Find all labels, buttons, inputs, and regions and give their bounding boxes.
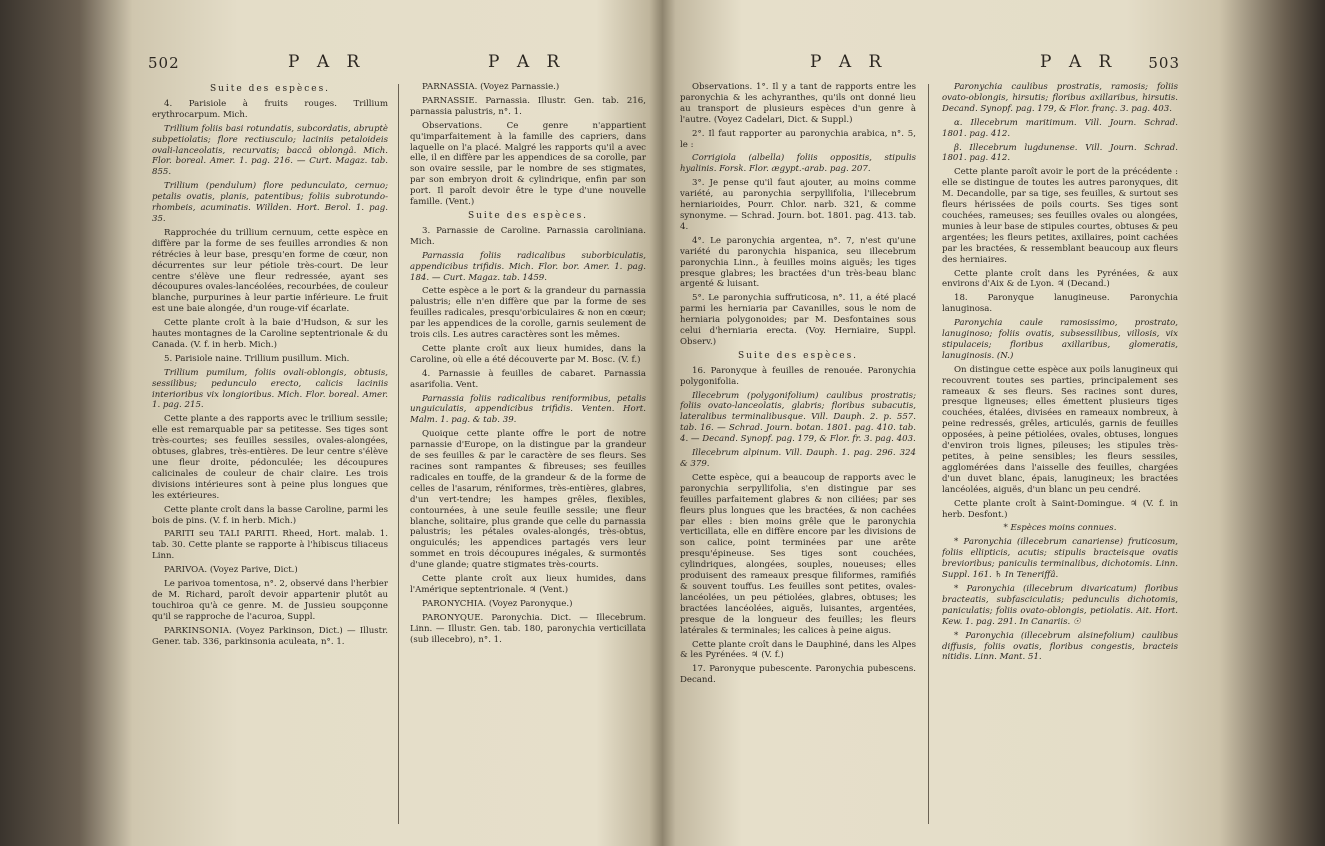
paragraph: Quoique cette plante offre le port de notre parnassie d'Europe, on la distingue par la grandeur de ses feuilles & par le caractère de ses fleurs. Ses racines sont rampantes & fibreuses; ses feuilles radicales en touffe, de la grandeur & de la forme de celles de l'asarum, réniformes, très-entières, glabres, d'un vert-tendre; les hampes grêles, flexibles, contournées, à une seule feuille sessile; une fleur blanche, solitaire, plus grande que celle du parnassia palustris; les pétales ovales-alongés, très-obtus, onguiculés; les appendices partagés vers leur sommet en trois découpures inégales, & surmontés d'une glande; quatre stigmates très-courts. [410,429,646,571]
paragraph: PARONYQUE. Paronychia. Dict. — Illecebrum. Linn. — Illustr. Gen. tab. 180, paronychia verticillata (sub illecebro), n°. 1. [410,612,646,645]
paragraph: * Paronychia (illecebrum alsinefolium) caulibus diffusis, foliis ovatis, floribus congestis, bracteis nitidis. Linn. Mant. 51. [942,630,1178,663]
paragraph: Rapprochée du trillium cernuum, cette espèce en diffère par la forme de ses feuilles arrondies & non rétrécies à leur base, presqu'en forme de cœur, non décurrentes sur leur pétiole très-court. De leur centre s'élève une fleur redressée, ayant ses découpures ovales-lancéolées, recourbées, de couleur blanche, purpurines à leur partie inférieure. Le fruit est une baie alongée, d'un rouge-vif écarlate. [152,227,388,315]
paragraph: Illecebrum alpinum. Vill. Dauph. 1. pag. 296. 324 & 379. [680,448,916,469]
paragraph: Illecebrum (polygonifolium) caulibus prostratis; foliis ovato-lanceolatis, glabris; floribus subacutis, lateralibus terminalibusque. Vill. Dauph. 2. p. 557. tab. 16. — Schrad. Journ. botan. 1801. pag. 410. tab. 4. — Decand. Synopf. pag. 179, & Flor. fr. 3. pag. 403. [680,390,916,445]
paragraph: Parnassia foliis radicalibus reniformibus, petalis unguiculatis, appendicibus trifidis. Venten. Hort. Malm. 1. pag. & tab. 39. [410,393,646,426]
paragraph: Cette plante croît aux lieux humides, dans l'Amérique septentrionale. ♃ (Vent.) [410,574,646,595]
paragraph: α. Illecebrum maritimum. Vill. Journ. Schrad. 1801. pag. 412. [942,117,1178,139]
paragraph: Paronychia caule ramosissimo, prostrato, lanuginoso; foliis ovatis, subsessilibus, villosis, vix stipulaceis; floribus axillaribus, glomeratis, lanuginosis. (N.) [942,318,1178,361]
paragraph: 17. Paronyque pubescente. Paronychia pubescens. Decand. [680,664,916,686]
paragraph: Observations. Ce genre n'appartient qu'imparfaitement à la famille des capriers, dans laquelle on l'a placé. Malgré les rapports qu'il a avec elle, il en diffère par les appendices de sa corolle, par son ovaire sessile, par le nombre de ses stigmates, par son embryon droit & cylindrique, enfin par son port. Il paroît devoir être le type d'une nouvelle famille. (Vent.) [410,120,646,208]
right-page [680,52,1180,842]
paragraph: Cette plante paroît avoir le port de la précédente : elle se distingue de toutes les autres paronyques, dit M. Decandolle, par sa tige, ses feuilles, & surtout ses fleurs hérissées de poils courts. Ses tiges sont couchées, rameuses; ses feuilles ovales ou alongées, munies à leur base de stipules courtes, obtuses & peu argentées; les fleurs petites, axillaires, point cachées par les bractées, & ressemblant beaucoup aux fleurs des herniaires. [942,167,1178,265]
section-heading: Suite des espèces. [737,350,859,361]
paragraph: Trillium (pendulum) flore pedunculato, cernuo; petalis ovatis, planis, patentibus; foliis subrotundo-rhombeis, acuminatis. Willden. Hort. Berol. 1. pag. 35. [152,181,388,224]
left-running-head [148,52,648,78]
paragraph: 4°. Le paronychia argentea, n°. 7, n'est qu'une variété du paronychia hispanica, seu illecebrum paronychia Linn., à feuilles moins aiguës; les tiges presque glabres; les bractées d'un très-beau blanc argenté & luisant. [680,235,916,290]
paragraph: Cette espèce, qui a beaucoup de rapports avec le paronychia serpyllifolia, s'en distingue par ses feuilles parfaitement glabres & non ciliées; par ses fleurs plus longues que les bractées, & non cachées par elles : bien moins grêle que le paronychia verticillata, elle en diffère encore par les divisions de son calice, point terminées par une arête presqu'épineuse. Ses tiges sont couchées, cylindriques, alongées, souples, noueuses; elles produisent des rameaux presque filiformes, ramifiés & souvent touffus. Les feuilles sont petites, ovales-lancéolées, un peu pétiolées, glabres, obtuses; les bractées lancéolées, aiguës, luisantes, argentées, presque de la longueur des feuilles; les fleurs latérales & terminales; les calices à peine aigus. [680,472,916,636]
paragraph: 5. Parisiole naine. Trillium pusillum. Mich. [164,353,350,364]
paragraph: Le parivoa tomentosa, n°. 2, observé dans l'herbier de M. Richard, paroît devoir appartenir plutôt au touchiroa qu'à ce genre. M. de Jussieu soupçonne qu'il se rapproche de l'acuroa, Suppl. [152,579,388,622]
right-page-number: 503 [1148,54,1180,72]
paragraph: Cette espèce a le port & la grandeur du parnassia palustris; elle n'en diffère que par la forme de ses feuilles radicales, presqu'orbiculaires & non en cœur; par les appendices de la corolle, garnis seulement de trois cils. Les autres caractères sont les mêmes. [410,286,646,341]
paragraph: Parnassia foliis radicalibus suborbiculatis, appendicibus trifidis. Mich. Flor. bor. Amer. 1. pag. 184. — Curt. Magaz. tab. 1459. [410,250,646,283]
right-head-word-2: P A R [1040,52,1118,72]
paragraph: Cette plante croît aux lieux humides, dans la Caroline, où elle a été découverte par M. Bosc. (V. f.) [410,343,646,365]
paragraph: Trillium foliis basi rotundatis, subcordatis, abruptè subpetiolatis; flore rectiusculo; laciniis petaloideis ovali-lanceolatis, recurvatis; baccâ oblongâ. Mich. Flor. boreal. Amer. 1. pag. 216. — Curt. Magaz. tab. 855. [152,123,388,178]
paragraph: * Espèces moins connues. [1003,523,1117,534]
left-column-2 [410,82,646,838]
paragraph: Cette plante croît dans le Dauphiné, dans les Alpes & les Pyrénées. ♃ (V. f.) [680,639,916,661]
paragraph: Cette plante croît à la baie d'Hudson, & sur les hautes montagnes de la Caroline septentrionale & du Canada. (V. f. in herb. Mich.) [152,318,388,350]
paragraph: Cette plante croît dans la basse Caroline, parmi les bois de pins. (V. f. in herb. Mich.) [152,504,388,526]
paragraph: 16. Paronyque à feuilles de renouée. Paronychia polygonifolia. [680,365,916,387]
paragraph: PARNASSIE. Parnassia. Illustr. Gen. tab. 216, parnassia palustris, n°. 1. [410,95,646,117]
paragraph: * Paronychia (illecebrum divaricatum) floribus bracteatis, subfasciculatis; pedunculis dichotomis, paniculatis; foliis ovato-oblongis, petiolatis. Ait. Hort. Kew. 1. pag. 291. In Canariis. ☉ [942,583,1178,627]
left-column-rule [398,84,399,824]
paragraph: PARKINSONIA. (Voyez Parkinson, Dict.) — Illustr. Gener. tab. 336, parkinsonia aculeata, n°. 1. [152,625,388,647]
left-head-word-1: P A R [288,52,366,72]
paragraph: 2°. Il faut rapporter au paronychia arabica, n°. 5, le : [680,128,916,150]
right-column-rule [928,84,929,824]
right-column-1 [680,82,916,838]
paragraph: Observations. 1°. Il y a tant de rapports entre les paronychia & les achyranthes, qu'ils ont donné lieu au transport de plusieurs espèces d'un genre à l'autre. (Voyez Cadelari, Dict. & Suppl.) [680,82,916,125]
paragraph: PARITI seu TALI PARITI. Rheed, Hort. malab. 1. tab. 30. Cette plante se rapporte à l'hibiscus tiliaceus Linn. [152,529,388,562]
paragraph: Corrigiola (albella) foliis oppositis, stipulis hyalinis. Forsk. Flor. ægypt.-arab. pag. 207. [680,153,916,175]
left-head-word-2: P A R [488,52,566,72]
paragraph: PARONYCHIA. (Voyez Paronyque.) [422,598,573,609]
section-heading: Suite des espèces. [209,84,331,94]
paragraph: On distingue cette espèce aux poils lanugineux qui recouvrent toutes ses parties, principalement ses rameaux & ses fleurs. Ses racines sont dures, presque ligneuses; elles émettent plusieurs tiges couchées, étalées, divisées en rameaux nombreux, à peine redressés, grêles, articulés, garnis de feuilles opposées, à peine pétiolées, ovales, obtuses, longues d'environ trois lignes, pileuses; les stipules très-petites, à peine sensibles; les fleurs sessiles, agglomérées dans l'aisselle des feuilles, chargées d'un duvet blanc, épais, lanugineux; les bractées lancéolées, aiguës, d'un blanc un peu cendré. [942,364,1178,495]
left-page-number: 502 [148,54,180,72]
paragraph: 4. Parnassie à feuilles de cabaret. Parnassia asarifolia. Vent. [410,368,646,390]
paragraph: β. Illecebrum lugdunense. Vill. Journ. Schrad. 1801. pag. 412. [942,142,1178,164]
right-running-head [680,52,1180,78]
paragraph: 3. Parnassie de Caroline. Parnassia caroliniana. Mich. [410,225,646,247]
paragraph: Cette plante croît à Saint-Domingue. ♃ (V. f. in herb. Desfont.) [942,498,1178,520]
paragraph: Cette plante a des rapports avec le trillium sessile; elle est remarquable par sa petitesse. Ses tiges sont très-courtes; ses feuilles sessiles, ovales-alongées, obtuses, glabres, très-entières. De leur centre s'élève une fleur droite, pédonculée; les découpures calicinales de couleur de chair claire. Les trois divisions intérieures sont à peine plus longues que les extérieures. [152,414,388,501]
section-heading: Suite des espèces. [467,210,589,221]
paragraph: * Paronychia (illecebrum canariense) fruticosum, foliis ellipticis, acutis; stipulis bracteisque ovatis brevioribus; paniculis terminalibus, dichotomis. Linn. Suppl. 161. ♄ In Teneriffâ. [942,537,1178,581]
left-page [148,52,648,842]
paragraph: 4. Parisiole à fruits rouges. Trillium erythrocarpum. Mich. [152,98,388,120]
paragraph: PARIVOA. (Voyez Parive, Dict.) [164,565,298,576]
paragraph: 5°. Le paronychia suffruticosa, n°. 11, a été placé parmi les herniaria par Cavanilles, sous le nom de herniaria polygonoides; par M. Desfontaines sous celui d'herniaria erecta. (Voy. Herniaire, Suppl. Observ.) [680,293,916,347]
paragraph: 3°. Je pense qu'il faut ajouter, au moins comme variété, au paronychia serpyllifolia, l'illecebrum herniarioides, Pourr. Chlor. narb. 321, & comme synonyme. — Schrad. Journ. bot. 1801. pag. 413. tab. 4. [680,178,916,232]
paragraph: Cette plante croît dans les Pyrénées, & aux environs d'Aix & de Lyon. ♃ (Decand.) [942,268,1178,290]
paragraph: 18. Paronyque lanugineuse. Paronychia lanuginosa. [942,293,1178,315]
left-column-1 [152,82,388,838]
paragraph: PARNASSIA. (Voyez Parnassie.) [422,82,560,92]
right-column-2 [942,82,1178,838]
paragraph: Paronychia caulibus prostratis, ramosis; foliis ovato-oblongis, hirsutis; floribus axillaribus, hirsutis. Decand. Synopf. pag. 179, & Flor. franç. 3. pag. 403. [942,82,1178,114]
paragraph: Trillium pumilum, foliis ovali-oblongis, obtusis, sessilibus; pedunculo erecto, calicis laciniis interioribus vix longioribus. Mich. Flor. boreal. Amer. 1. pag. 215. [152,367,388,411]
right-head-word-1: P A R [810,52,888,72]
